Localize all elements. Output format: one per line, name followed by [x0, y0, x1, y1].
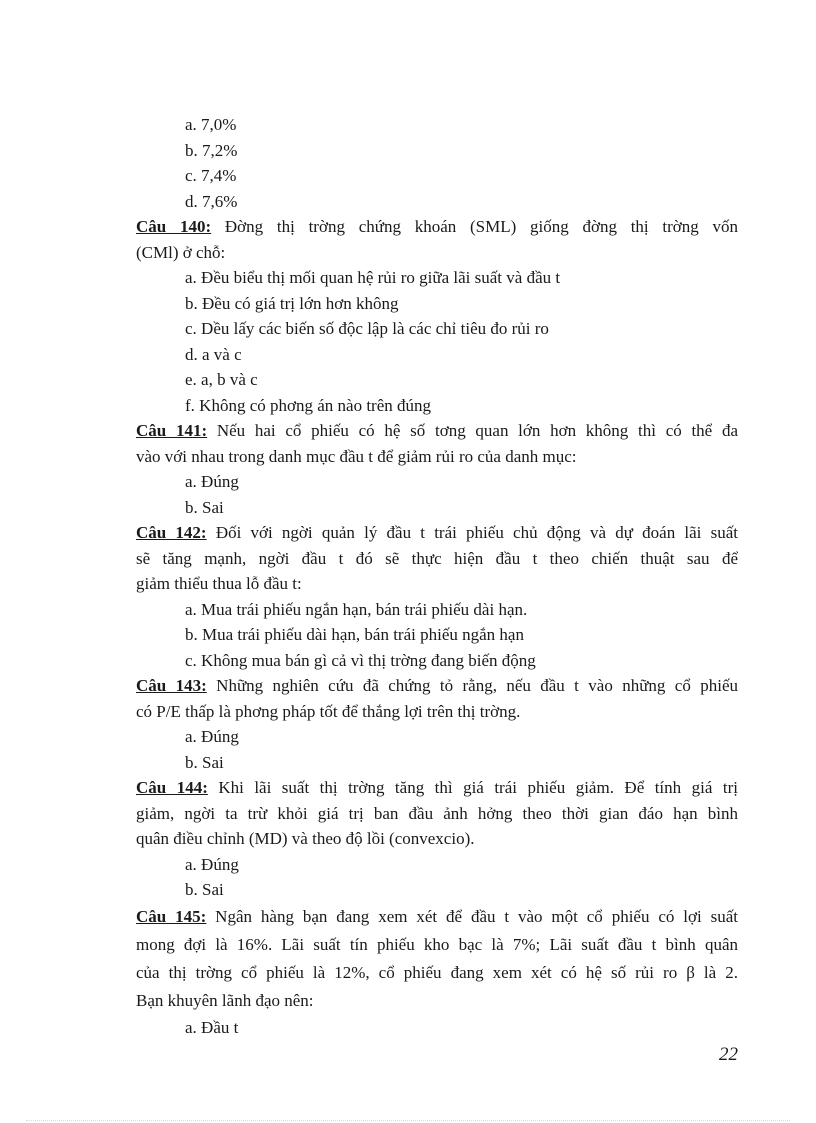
option-a: a. 7,0%: [185, 115, 237, 134]
option-a: a. Đều biểu thị mối quan hệ rủi ro giữa lãi suất và đầu t: [185, 268, 561, 287]
option-a: a. Đúng: [185, 854, 239, 874]
option-d: d. 7,6%: [185, 191, 238, 211]
option-c: c. Không mua bán gì cả vì thị trờng đang biến động: [185, 650, 536, 670]
option-f: f. Không có phơng án nào trên đúng: [185, 395, 431, 415]
option-a: a. Mua trái phiếu ngắn hạn, bán trái phiếu dài hạn.: [185, 599, 528, 619]
option-b: b. Sai: [185, 497, 224, 517]
question-label: Câu 142:: [136, 523, 207, 542]
question-label: Câu 144:: [136, 778, 208, 797]
question-141: Câu 141: Nếu hai cổ phiếu có hệ số tơng quan lớn hơn không thì có thể đa vào với nhau trong danh mục đầu t để giảm rủi ro của danh mục:: [136, 421, 738, 466]
option-c: c. Dều lấy các biến số độc lập là các chỉ tiêu đo rủi ro: [185, 319, 549, 338]
question-144: Câu 144: Khi lãi suất thị trờng tăng thì giá trái phiếu giảm. Để tính giá trị giảm, ngời ta trừ khỏi giá trị ban đầu ảnh hởng theo thời gian đáo hạn bình quân điều chỉnh (MD) và theo độ lồi (convexcio).: [136, 778, 738, 848]
question-142: Câu 142: Đối với ngời quản lý đầu t trái phiếu chủ động và dự đoán lãi suất sẽ tăng mạnh, ngời đầu t đó sẽ thực hiện đầu t theo chiến thuật sau để giảm thiểu thua lỗ đầu t:: [136, 523, 738, 593]
question-145: Câu 145: Ngân hàng bạn đang xem xét để đầu t vào một cổ phiếu có lợi suất mong đợi là 16%. Lãi suất tín phiếu kho bạc là 7%; Lãi suất đầu t bình quân của thị trờng cổ phiếu là 12%, cổ phiếu đang xem xét có hệ số rủi ro β là 2. Bạn khuyên lãnh đạo nên:: [136, 906, 738, 1010]
page-content: [136, 112, 738, 1040]
option-a: a. Đúng: [185, 472, 239, 491]
option-b: b. 7,2%: [185, 140, 238, 160]
question-143: Câu 143: Những nghiên cứu đã chứng tỏ rằng, nếu đầu t vào những cổ phiếu có P/E thấp là phơng pháp tốt để thắng lợi trên thị trờng.: [136, 676, 738, 721]
option-b: b. Sai: [185, 752, 224, 772]
question-label: Câu 145:: [136, 906, 207, 926]
question-label: Câu 140:: [136, 217, 212, 236]
option-b: b. Đều có giá trị lớn hơn không: [185, 293, 399, 313]
option-b: b. Mua trái phiếu dài hạn, bán trái phiếu ngắn hạn: [185, 625, 524, 644]
question-label: Câu 143:: [136, 676, 207, 695]
option-b: b. Sai: [185, 880, 224, 899]
option-c: c. 7,4%: [185, 166, 237, 185]
page-bottom-divider: [26, 1120, 790, 1121]
option-d: d. a và c: [185, 344, 242, 364]
page-number: 22: [719, 1044, 738, 1065]
question-140: Câu 140: Đờng thị trờng chứng khoán (SML) giống đờng thị trờng vốn (CMl) ở chỗ:: [136, 217, 738, 262]
option-a: a. Đúng: [185, 727, 239, 746]
question-label: Câu 141:: [136, 421, 208, 440]
option-a: a. Đầu t: [185, 1017, 239, 1037]
option-e: e. a, b và c: [185, 370, 258, 389]
